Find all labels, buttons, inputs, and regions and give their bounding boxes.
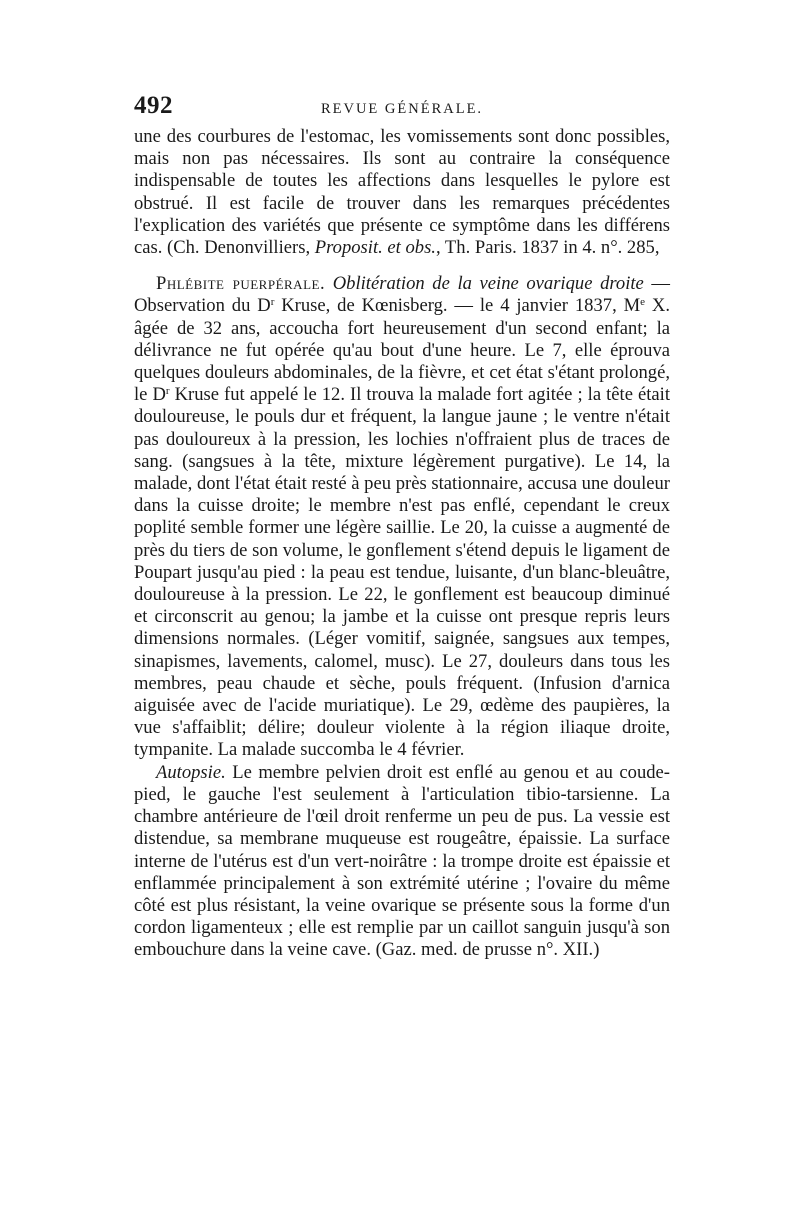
- paragraph-continued: [134, 126, 670, 259]
- paragraph-text: une des courbures de l'estomac, les vomissements sont donc possibles, mais non pas nécessaires. Ils sont au contraire la conséquence indispensable de toutes les affections dans lesquelles le pylore est obstrué. Il est facile de trouver dans les remarques précédentes l'explication des variétés que présente ce symptôme dans les différens cas. (Ch. Denonvilliers,: [134, 126, 670, 259]
- superscript: e: [640, 296, 646, 309]
- paragraph-observation: [134, 273, 670, 761]
- autopsy-label: Autopsie.: [156, 761, 226, 783]
- section-heading: Phlébite puerpérale.: [156, 273, 326, 295]
- paragraph-text: — Observation du D: [134, 273, 671, 317]
- superscript: r: [165, 385, 170, 398]
- paragraph-text: X. âgée de 32 ans, accoucha fort heureusement d'un second enfant; la délivrance ne fut opérée qu'au bout d'une heure. Le 7, elle éprouva quelques douleurs abdominales, de la fièvre, et cet état s'étant prolongé, le D: [134, 295, 670, 406]
- running-head: [134, 92, 670, 126]
- paragraph-text: Kruse fut appelé le 12. Il trouva la malade fort agitée ; la tête était douloureuse, le pouls dur et fréquent, la langue jaune ; le ventre n'était pas douloureux à la pression, les lochies n'offraient plus de traces de sang. (sangsues à la tête, mixture légèrement purgative). Le 14, la malade, dont l'état était resté à peu près stationnaire, accusa une douleur dans la cuisse droite; le membre n'est pas enflé, cependant le creux poplité semble former une légère saillie. Le 20, la cuisse a augmenté de près du tiers de son volume, le gonflement s'étend depuis le ligament de Poupart jusqu'au pied : la peau est tendue, luisante, d'un blanc-bleuâtre, douloureuse à la pression. Le 22, le gonflement est beaucoup diminué et circonscrit au genou; la jambe et la cuisse ont presque repris leurs dimensions normales. (Léger vomitif, saignée, sangsues aux tempes, sinapismes, lavements, calomel, musc). Le 27, douleurs dans tous les membres, peau chaude et sèche, pouls fréquent. (Infusion d'arnica aiguisée avec de l'acide muriatique). Le 29, œdème des paupières, la vue s'affaiblit; délire; douleur violente à la région iliaque droite, tympanite. La malade succomba le 4 février.: [134, 384, 670, 761]
- running-title: REVUE GÉNÉRALE.: [320, 101, 484, 117]
- superscript: r: [270, 296, 275, 309]
- section-subheading: Oblitération de la veine ovarique droite: [332, 273, 644, 295]
- book-page: [134, 92, 670, 962]
- paragraph-text: Kruse, de Kœnisberg. — le 4 janvier 1837, M: [274, 295, 641, 317]
- citation-details: , Th. Paris. 1837 in 4. n°. 285,: [435, 237, 660, 259]
- paragraph-text: Le membre pelvien droit est enflé au genou et au coude-pied, le gauche l'est seulement à l'articulation tibio-tarsienne. La chambre antérieure de l'œil droit renferme un peu de pus. La vessie est distendue, sa membrane muqueuse est rougeâtre, épaissie. La surface interne de l'utérus est d'un vert-noirâtre : la trompe droite est épaissie et enflammée principalement à son extrémité utérine ; l'ovaire du même côté est plus résistant, la veine ovarique se présente sous la forme d'un cordon ligamenteux ; elle est remplie par un caillot sanguin jusqu'à son embouchure dans la veine cave. (Gaz. med. de prusse n°. XII.): [134, 761, 670, 961]
- page-number: 492: [134, 92, 173, 119]
- citation-title: Proposit. et obs.: [314, 237, 436, 259]
- paragraph-autopsy: [134, 762, 670, 962]
